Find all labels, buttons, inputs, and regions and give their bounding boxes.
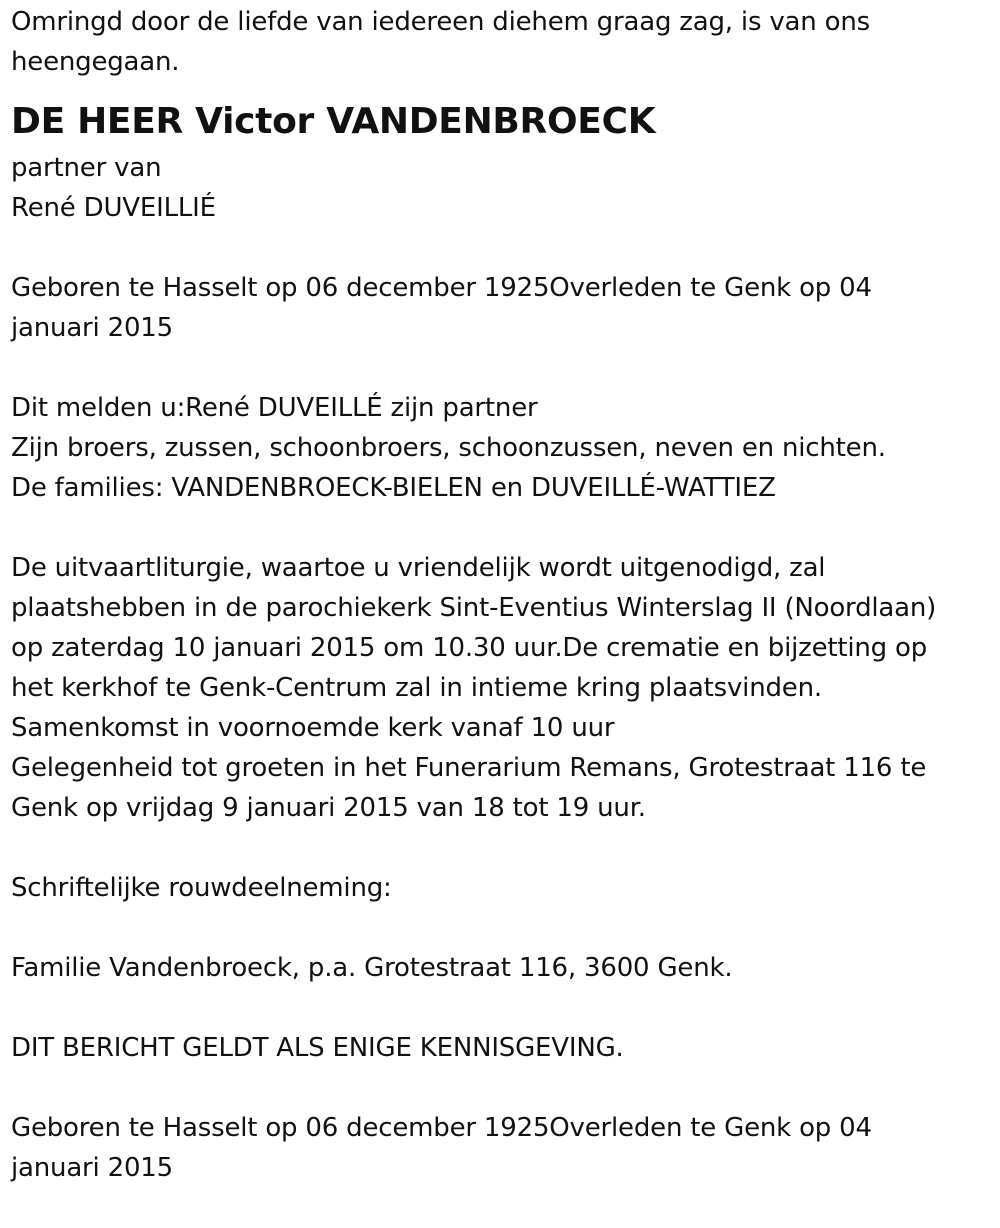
condolence-heading: Schriftelijke rouwdeelneming:: [11, 873, 392, 903]
notice-text: DIT BERICHT GELDT ALS ENIGE KENNISGEVING.: [11, 1033, 624, 1063]
ceremony-line-6: Gelegenheid tot groeten in het Funerarium Remans, Grotestraat 116 te: [11, 753, 927, 783]
spacer: [11, 508, 991, 548]
deceased-name-heading: DE HEER Victor VANDENBROECK: [11, 101, 656, 142]
spacer: [11, 1068, 991, 1108]
partner-label: partner van: [11, 153, 162, 183]
spacer: [11, 348, 991, 388]
announcer-line-2: Zijn broers, zussen, schoonbroers, schoonzussen, neven en nichten.: [11, 433, 886, 463]
ceremony-line-2: plaatshebben in de parochiekerk Sint-Eventius Winterslag II (Noordlaan): [11, 593, 937, 623]
intro-line-2: heengegaan.: [11, 47, 180, 77]
birth-death-line-1: Geboren te Hasselt op 06 december 1925Overleden te Genk op 04: [11, 273, 872, 303]
ceremony-line-4: het kerkhof te Genk-Centrum zal in intieme kring plaatsvinden.: [11, 673, 822, 703]
birth-death-line-2: januari 2015: [11, 313, 173, 343]
ceremony-line-3: op zaterdag 10 januari 2015 om 10.30 uur.De crematie en bijzetting op: [11, 633, 928, 663]
announcer-line-3: De families: VANDENBROECK-BIELEN en DUVEILLÉ-WATTIEZ: [11, 473, 776, 503]
intro-line-1: Omringd door de liefde van iedereen diehem graag zag, is van ons: [11, 7, 870, 37]
birth-death-repeat-line-2: januari 2015: [11, 1153, 173, 1183]
ceremony-line-7: Genk op vrijdag 9 januari 2015 van 18 tot 19 uur.: [11, 793, 646, 823]
announcer-line-1: Dit melden u:René DUVEILLÉ zijn partner: [11, 393, 538, 423]
condolence-address: Familie Vandenbroeck, p.a. Grotestraat 116, 3600 Genk.: [11, 953, 733, 983]
spacer: [11, 908, 991, 948]
ceremony-line-5: Samenkomst in voornoemde kerk vanaf 10 uur: [11, 713, 615, 743]
partner-name: René DUVEILLIÉ: [11, 193, 216, 223]
spacer: [11, 988, 991, 1028]
ceremony-line-1: De uitvaartliturgie, waartoe u vriendelijk wordt uitgenodigd, zal: [11, 553, 826, 583]
spacer: [11, 828, 991, 868]
spacer: [11, 228, 991, 268]
obituary-document: [11, 2, 991, 1188]
birth-death-repeat-line-1: Geboren te Hasselt op 06 december 1925Overleden te Genk op 04: [11, 1113, 872, 1143]
